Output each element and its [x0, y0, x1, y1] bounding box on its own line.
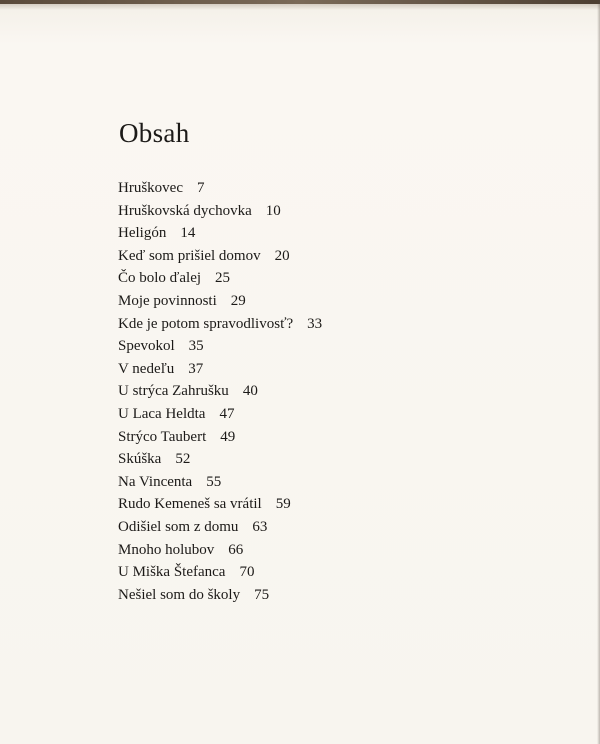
- toc-entry: [118, 222, 322, 245]
- toc-entry-page: 66: [228, 541, 244, 558]
- toc-entry-title: Odišiel som z domu: [118, 518, 239, 535]
- toc-entry: [118, 426, 322, 449]
- toc-entry-page: 47: [219, 405, 235, 422]
- toc-entry-page: 14: [180, 225, 196, 242]
- toc-entry: [118, 403, 322, 426]
- toc-entry: [118, 516, 322, 539]
- toc-entry-page: 75: [254, 586, 270, 603]
- toc-entry: [118, 380, 322, 403]
- toc-entry-title: U Miška Štefanca: [118, 564, 226, 581]
- toc-entry: [118, 200, 322, 223]
- toc-entry-page: 40: [242, 383, 258, 400]
- toc-entry-title: Hruškovská dychovka: [118, 202, 252, 219]
- table-of-contents: [118, 177, 322, 606]
- toc-entry-page: 55: [206, 473, 222, 490]
- toc-entry-page: 37: [188, 360, 204, 377]
- toc-entry-title: Strýco Taubert: [118, 428, 207, 445]
- toc-entry-title: Skúška: [118, 451, 162, 468]
- toc-entry-title: Spevokol: [118, 338, 175, 355]
- toc-entry-page: 7: [196, 180, 205, 196]
- toc-entry-title: Kde je potom spravodlivosť?: [118, 315, 294, 332]
- toc-entry-page: 63: [252, 518, 268, 535]
- toc-entry-title: Čo bolo ďalej: [118, 270, 202, 287]
- toc-entry-title: Nešiel som do školy: [118, 586, 241, 603]
- toc-entry-page: 49: [220, 428, 236, 445]
- toc-entry-page: 35: [188, 338, 204, 355]
- toc-entry-title: U strýca Zahrušku: [118, 383, 229, 400]
- toc-entry: [118, 245, 322, 268]
- toc-entry: [118, 493, 322, 516]
- toc-entry-title: Na Vincenta: [118, 473, 193, 490]
- toc-entry-page: 29: [230, 292, 246, 309]
- toc-entry: [118, 448, 322, 471]
- toc-entry-page: 20: [274, 247, 290, 264]
- toc-entry-title: V nedeľu: [118, 360, 175, 377]
- toc-entry: [118, 539, 322, 562]
- toc-entry-page: 25: [215, 270, 231, 287]
- toc-entry-title: Mnoho holubov: [118, 541, 215, 558]
- toc-entry-title: Hruškovec: [118, 180, 183, 196]
- toc-entry-page: 10: [265, 202, 281, 219]
- toc-entry: [118, 177, 322, 200]
- page-title: Obsah: [119, 118, 190, 148]
- toc-entry-page: 59: [275, 496, 291, 513]
- page-top-shadow: [0, 4, 600, 10]
- toc-entry: [118, 313, 322, 336]
- toc-entry: [118, 358, 322, 381]
- toc-entry: [118, 561, 322, 584]
- toc-entry-title: Heligón: [118, 225, 167, 242]
- toc-entry-page: 70: [239, 564, 255, 581]
- toc-entry-title: Moje povinnosti: [118, 292, 217, 309]
- toc-entry-title: U Laca Heldta: [118, 405, 206, 422]
- toc-entry: [118, 335, 322, 358]
- toc-entry-page: 33: [307, 315, 323, 332]
- toc-entry: [118, 471, 322, 494]
- toc-entry: [118, 267, 322, 290]
- toc-entry-title: Keď som prišiel domov: [118, 247, 261, 264]
- toc-entry: [118, 290, 322, 313]
- toc-entry: [118, 584, 322, 607]
- toc-entry-title: Rudo Kemeneš sa vrátil: [118, 496, 262, 513]
- toc-entry-page: 52: [175, 451, 191, 468]
